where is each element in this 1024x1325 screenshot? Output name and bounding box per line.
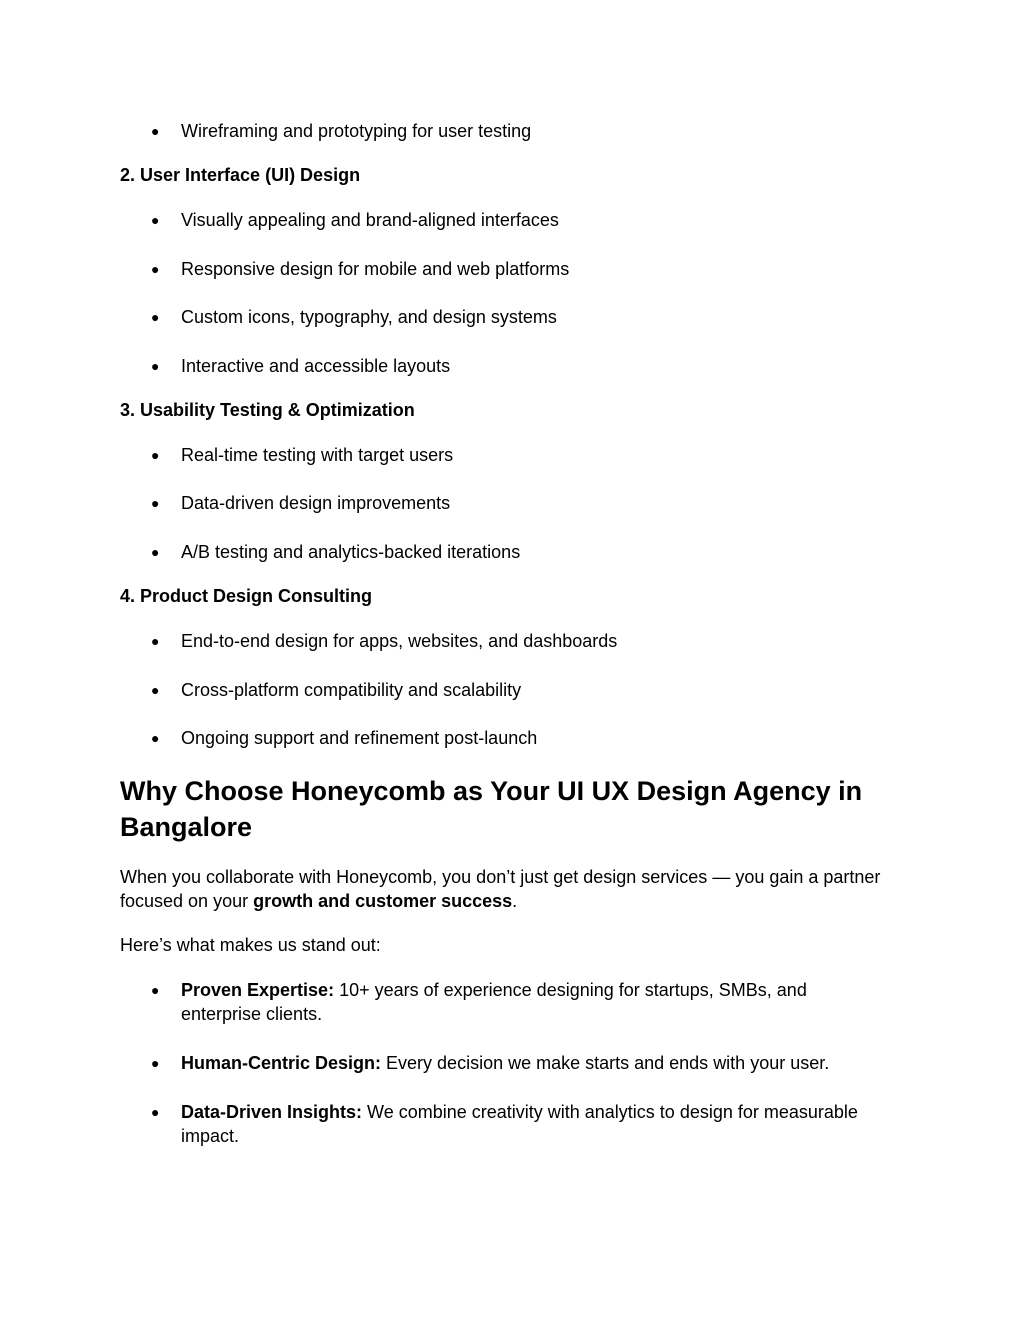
intro-line: When you collaborate with Honeycomb, you don’t just get design services — you gain a partner	[120, 867, 881, 887]
point-label: Human-Centric Design:	[181, 1053, 382, 1073]
section-heading-usability-testing: 3. Usability Testing & Optimization	[120, 400, 415, 420]
point-text: 10+ years of experience designing for startups, SMBs, and	[334, 980, 807, 1000]
list-item-text: Wireframing and prototyping for user testing	[181, 121, 532, 141]
list-item-text: Cross-platform compatibility and scalability	[181, 680, 522, 700]
list-item-text: Visually appealing and brand-aligned interfaces	[181, 210, 559, 230]
list-item-text: Ongoing support and refinement post-launch	[181, 728, 538, 748]
point-label: Proven Expertise:	[181, 980, 335, 1000]
list-item-text	[181, 1051, 910, 1075]
intro-text: .	[512, 891, 518, 911]
bullet-icon: ●	[151, 261, 160, 277]
point-text: enterprise clients.	[181, 1004, 323, 1024]
bullet-icon: ●	[151, 544, 160, 560]
section-heading-product-design-consulting: 4. Product Design Consulting	[120, 586, 373, 606]
list-item-text: Interactive and accessible layouts	[181, 356, 451, 376]
intro-line	[120, 889, 910, 913]
bullet-icon: ●	[151, 447, 160, 463]
list-item-text: End-to-end design for apps, websites, and dashboards	[181, 631, 618, 651]
bullet-icon: ●	[151, 1104, 160, 1120]
bullet-icon: ●	[151, 1055, 160, 1071]
point-text: Every decision we make starts and ends with your user.	[381, 1053, 830, 1073]
section-title-line: Why Choose Honeycomb as Your UI UX Design Agency in	[120, 776, 863, 806]
list-item-text	[181, 1100, 910, 1148]
bullet-icon: ●	[151, 633, 160, 649]
point-text: impact.	[181, 1126, 240, 1146]
list-item-text: Custom icons, typography, and design systems	[181, 307, 557, 327]
bullet-icon: ●	[151, 309, 160, 325]
bullet-icon: ●	[151, 682, 160, 698]
bullet-icon: ●	[151, 123, 160, 139]
list-item-text	[181, 978, 910, 1026]
section-title-why-choose	[120, 773, 910, 845]
stand-out-paragraph: Here’s what makes us stand out:	[120, 935, 381, 955]
list-item-text: A/B testing and analytics-backed iterations	[181, 542, 521, 562]
intro-text: focused on your	[120, 891, 254, 911]
point-text: We combine creativity with analytics to design for measurable	[362, 1102, 858, 1122]
section-heading-ui-design: 2. User Interface (UI) Design	[120, 165, 361, 185]
list-item-text: Data-driven design improvements	[181, 493, 451, 513]
list-item-text: Real-time testing with target users	[181, 445, 454, 465]
list-item-text: Responsive design for mobile and web platforms	[181, 259, 570, 279]
intro-emphasis: growth and customer success	[253, 891, 513, 911]
bullet-icon: ●	[151, 730, 160, 746]
bullet-icon: ●	[151, 212, 160, 228]
bullet-icon: ●	[151, 495, 160, 511]
bullet-icon: ●	[151, 982, 160, 998]
point-label: Data-Driven Insights:	[181, 1102, 363, 1122]
bullet-icon: ●	[151, 358, 160, 374]
intro-paragraph	[120, 865, 910, 913]
section-title-line: Bangalore	[120, 812, 253, 842]
